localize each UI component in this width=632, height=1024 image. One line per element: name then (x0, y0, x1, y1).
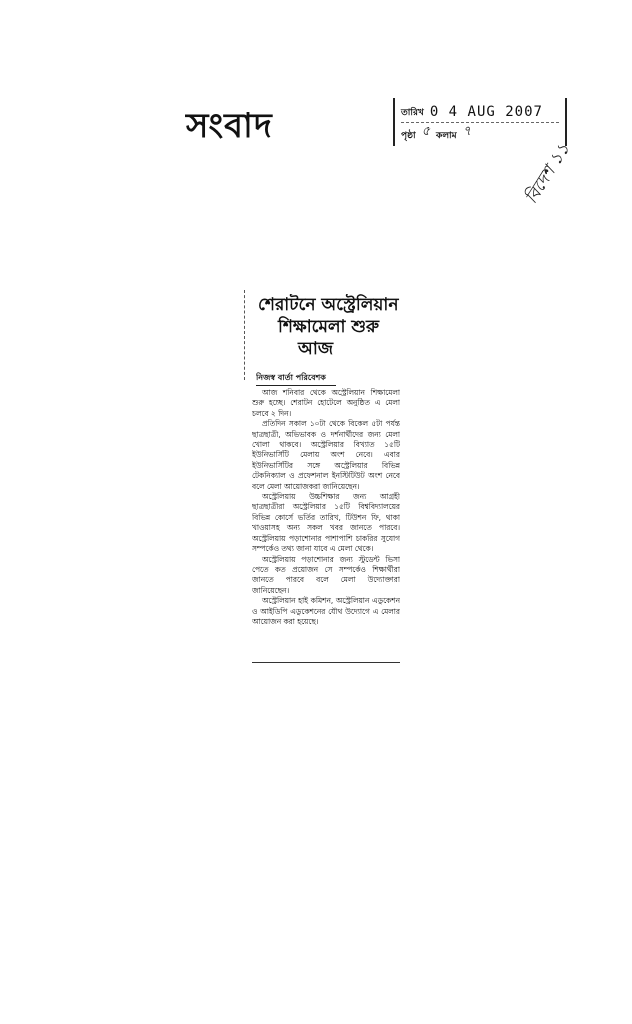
stamp-column-label: কলাম (436, 131, 457, 141)
headline-line-2: শিক্ষামেলা শুরু (278, 317, 380, 337)
stamp-date-row (401, 100, 559, 120)
newspaper-clipping (238, 288, 404, 666)
article-paragraph: অস্ট্রেলিয়ান হাই কমিশন, অস্ট্রেলিয়ান এডুকেশন ও আইডিপি এডুকেশনের যৌথ উদ্যোগে এ মেলার আয়োজন করা হয়েছে। (252, 596, 400, 626)
article-paragraph: অস্ট্রেলিয়ায় উচ্চশিক্ষার জন্য আগ্রহী ছাত্রছাত্রীরা অস্ট্রেলিয়ার ১৫টি বিশ্ববিদ্যালয়ের বিভিন্ন কোর্সে ভর্তির তারিখ, টিউশন ফি, থাকা খাওয়াসহ অন্য সকল খবর জানতে পারবে। অস্ট্রেলিয়ায় পড়াশোনার পাশাপাশি চাকরির সুযোগ সম্পর্কেও তথ্য জানা যাবে এ মেলা থেকে। (252, 492, 400, 554)
handwritten-note-text: বিদেশ ১১ (521, 139, 575, 208)
article-end-rule (252, 662, 400, 663)
article-paragraph: আজ শনিবার থেকে অস্ট্রেলিয়ান শিক্ষামেলা শুরু হচ্ছে। শেরাটন হোটেলে অনুষ্ঠিত এ মেলা চলবে ২ দিন। (252, 388, 400, 418)
newspaper-masthead: সংবাদ (186, 106, 273, 146)
article-body (252, 388, 400, 658)
stamp-date-value: 0 4 AUG 2007 (429, 104, 543, 120)
headline-line-3: আজ (298, 339, 334, 359)
article-byline: নিজস্ব বার্তা পরিবেশক (256, 372, 336, 386)
article-headline (258, 294, 404, 360)
stamp-page-value: ৫ (421, 124, 431, 139)
stamp-date-label: তারিখ (401, 108, 424, 118)
stamp-page-label: পৃষ্ঠা (401, 131, 416, 141)
article-paragraph: অস্ট্রেলিয়ায় পড়াশোনার জন্য স্টুডেন্ট ভিসা পেতে কত প্রয়োজন সে সম্পর্কেও শিক্ষার্থীরা জানতে পারবে বলে মেলা উদ্যোক্তারা জানিয়েছেন। (252, 554, 400, 595)
headline-line-1: শেরাটনে অস্ট্রেলিয়ান (258, 295, 399, 315)
stamp-column-value: ৭ (462, 124, 472, 139)
handwritten-note (512, 138, 576, 218)
article-paragraph: প্রতিদিন সকাল ১০টা থেকে বিকেল ৫টা পর্যন্ত ছাত্রছাত্রী, অভিভাবক ও দর্শনার্থীদের জন্য মেলা খোলা থাকবে। অস্ট্রেলিয়ার বিখ্যাত ১৫টি ইউনিভার্সিটি মেলায় অংশ নেবে। এবার ইউনিভার্সিটির সঙ্গে অস্ট্রেলিয়ার বিভিন্ন টেকনিক্যাল ও প্রফেশনাল ইনস্টিটিউট অংশ নেবে বলে মেলা আয়োজকরা জানিয়েছেন। (252, 419, 400, 491)
